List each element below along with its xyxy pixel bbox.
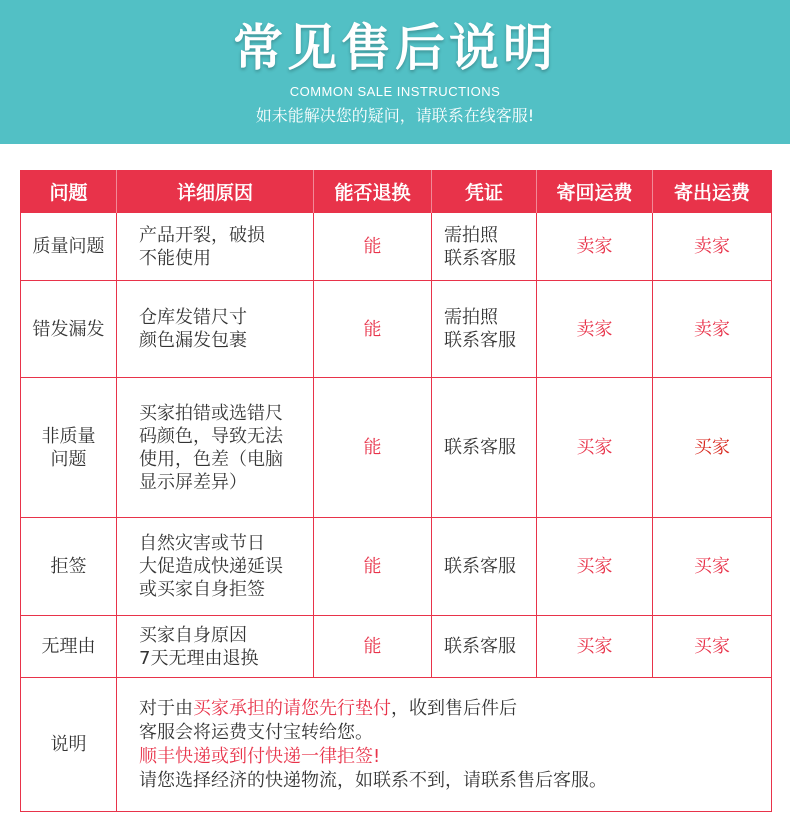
note-line-3-warning: 顺丰快递或到付快递一律拒签! [139, 745, 381, 767]
proof-cell: 联系客服 [432, 378, 537, 518]
proof-cell: 联系客服 [432, 518, 537, 616]
header-proof: 凭证 [432, 171, 537, 213]
problem-cell: 错发漏发 [21, 281, 117, 378]
note-line-2: 客服会将运费支付宝转给您。 [139, 721, 373, 743]
table-row [21, 378, 772, 518]
return-shipping-cell: 买家 [537, 616, 653, 678]
table-row [21, 213, 772, 281]
note-line-1: 对于由买家承担的请您先行垫付，收到售后件后 [139, 697, 517, 719]
note-line-4: 请您选择经济的快递物流，如联系不到，请联系售后客服。 [139, 769, 607, 791]
return-shipping-cell: 卖家 [537, 281, 653, 378]
table-row [21, 518, 772, 616]
note-highlight: 买家承担的请您先行垫付 [193, 697, 391, 719]
returnable-cell: 能 [314, 281, 432, 378]
send-shipping-cell: 买家 [653, 518, 772, 616]
problem-cell: 拒签 [21, 518, 117, 616]
send-shipping-cell: 卖家 [653, 281, 772, 378]
return-shipping-cell: 买家 [537, 518, 653, 616]
return-shipping-cell: 卖家 [537, 213, 653, 281]
after-sales-table [20, 170, 772, 812]
proof-cell: 需拍照 联系客服 [432, 281, 537, 378]
table-header-row [21, 171, 772, 213]
problem-cell: 非质量 问题 [21, 378, 117, 518]
detail-cell: 自然灾害或节日 大促造成快递延误 或买家自身拒签 [117, 518, 314, 616]
proof-cell: 联系客服 [432, 616, 537, 678]
return-shipping-cell: 买家 [537, 378, 653, 518]
detail-cell: 仓库发错尺寸 颜色漏发包裹 [117, 281, 314, 378]
returnable-cell: 能 [314, 378, 432, 518]
note-content-cell [117, 678, 772, 812]
after-sales-table-container [20, 170, 771, 812]
header-banner [0, 0, 790, 144]
page-title: 常见售后说明 [233, 19, 557, 77]
header-returnable: 能否退换 [314, 171, 432, 213]
header-detail: 详细原因 [117, 171, 314, 213]
english-subtitle: COMMON SALE INSTRUCTIONS [289, 84, 501, 99]
returnable-cell: 能 [314, 213, 432, 281]
contact-hint: 如未能解决您的疑问，请联系在线客服! [255, 106, 535, 125]
detail-cell: 产品开裂，破损 不能使用 [117, 213, 314, 281]
table-row [21, 281, 772, 378]
send-shipping-cell: 卖家 [653, 213, 772, 281]
note-row [21, 678, 772, 812]
table-row [21, 616, 772, 678]
header-send-shipping: 寄出运费 [653, 171, 772, 213]
note-label-cell: 说明 [21, 678, 117, 812]
returnable-cell: 能 [314, 518, 432, 616]
proof-cell: 需拍照 联系客服 [432, 213, 537, 281]
detail-cell: 买家自身原因 7天无理由退换 [117, 616, 314, 678]
returnable-cell: 能 [314, 616, 432, 678]
detail-cell: 买家拍错或选错尺 码颜色，导致无法 使用，色差（电脑 显示屏差异） [117, 378, 314, 518]
problem-cell: 无理由 [21, 616, 117, 678]
problem-cell: 质量问题 [21, 213, 117, 281]
header-return-shipping: 寄回运费 [537, 171, 653, 213]
header-problem: 问题 [21, 171, 117, 213]
send-shipping-cell: 买家 [653, 616, 772, 678]
send-shipping-cell: 买家 [653, 378, 772, 518]
